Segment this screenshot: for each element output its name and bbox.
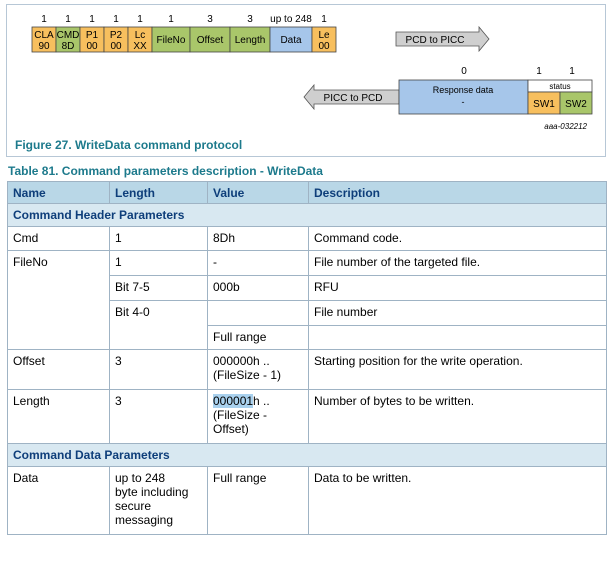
field-size-4: 1 <box>137 14 143 25</box>
picc-to-pcd-label: PICC to PCD <box>323 93 383 104</box>
table-row-bit40: Bit 4-0 File number <box>8 301 607 326</box>
command-parameters-table <box>7 181 607 535</box>
table-row-data: Data up to 248 byte including secure messaging Full range Data to be written. <box>8 467 607 535</box>
field-label-offset: Offset <box>196 35 224 46</box>
table-row-offset: Offset 3 000000h .. (FileSize - 1) Starting position for the write operation. <box>8 350 607 390</box>
protocol-diagram <box>7 5 607 158</box>
response-data-value: - <box>461 97 465 107</box>
table-row-fullrange: Full range <box>8 326 607 350</box>
field-size-5: 1 <box>168 14 174 25</box>
field-size-1: 1 <box>65 14 71 25</box>
response-data-label: Response data <box>432 85 494 95</box>
section-command-header: Command Header Parameters <box>8 204 607 227</box>
field-size-7: 3 <box>247 14 253 25</box>
figure-code: aaa-032212 <box>544 122 587 131</box>
field-label-length: Length <box>234 35 266 46</box>
field-size-2: 1 <box>89 14 95 25</box>
field-value-le: 00 <box>318 41 330 52</box>
field-label-p1: P1 <box>85 30 99 41</box>
field-size-8: up to 248 <box>270 14 312 25</box>
sw1-label: SW1 <box>533 99 555 110</box>
figure-caption: Figure 27. WriteData command protocol <box>15 138 243 152</box>
pcd-to-picc-label: PCD to PICC <box>405 35 465 46</box>
section-command-data: Command Data Parameters <box>8 444 607 467</box>
field-size-3: 1 <box>113 14 119 25</box>
table-caption: Table 81. Command parameters description - WriteData <box>8 164 323 178</box>
figure-writedata-protocol <box>6 4 606 157</box>
header-description: Description <box>309 182 607 204</box>
field-value-lc: XX <box>133 41 147 52</box>
field-value-cla: 90 <box>38 41 50 52</box>
field-label-data: Data <box>280 35 302 46</box>
field-size-6: 3 <box>207 14 213 25</box>
sw1-size: 1 <box>536 66 542 77</box>
field-size-9: 1 <box>321 14 327 25</box>
field-label-lc: Lc <box>134 30 146 41</box>
header-length: Length <box>110 182 208 204</box>
sw2-label: SW2 <box>565 99 587 110</box>
field-label-cmd: CMD <box>56 30 80 41</box>
sw2-size: 1 <box>569 66 575 77</box>
field-label-le: Le <box>318 30 330 41</box>
table-row-length: Length 3 000001h .. (FileSize - Offset) Number of bytes to be written. <box>8 390 607 444</box>
field-size-0: 1 <box>41 14 47 25</box>
highlighted-text: 000001 <box>213 394 254 408</box>
field-label-cla: CLA <box>34 30 54 41</box>
header-name: Name <box>8 182 110 204</box>
table-header-row <box>8 182 607 204</box>
field-value-p1: 00 <box>86 41 98 52</box>
field-label-fileno: FileNo <box>156 35 186 46</box>
table-row-bit75: Bit 7-5 000b RFU <box>8 276 607 301</box>
table-row-fileno: FileNo 1 - File number of the targeted file. <box>8 251 607 276</box>
table-row-cmd: Cmd 1 8Dh Command code. <box>8 227 607 251</box>
field-value-cmd: 8D <box>61 41 75 52</box>
status-label: status <box>549 82 571 91</box>
header-value: Value <box>208 182 309 204</box>
field-label-p2: P2 <box>109 30 123 41</box>
field-value-p2: 00 <box>110 41 122 52</box>
response-data-size: 0 <box>461 66 467 77</box>
